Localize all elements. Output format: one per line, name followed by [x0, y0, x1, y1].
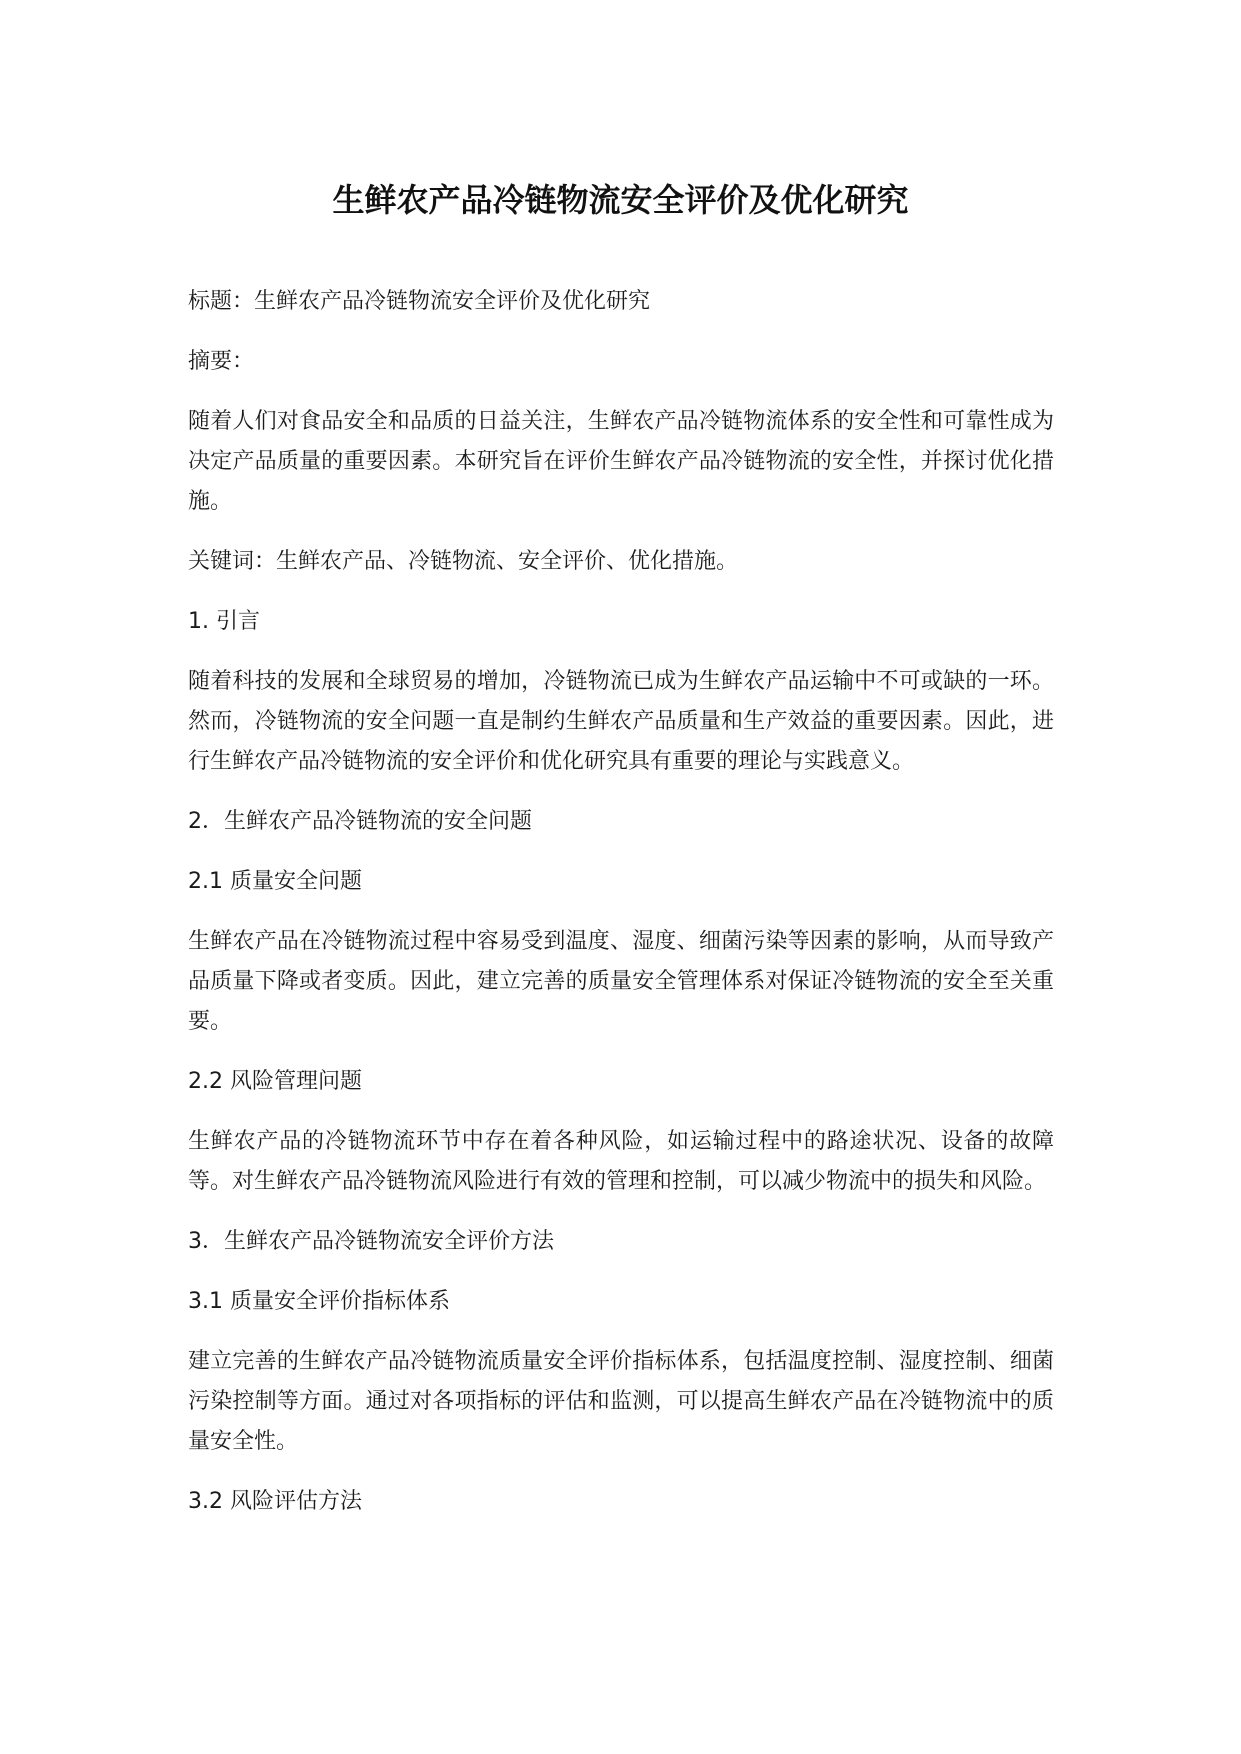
section-1-paragraph: 随着科技的发展和全球贸易的增加，冷链物流已成为生鲜农产品运输中不可或缺的一环。然而，冷链物流的安全问题一直是制约生鲜农产品质量和生产效益的重要因素。因此，进行生鲜农产品冷链物流的安全评价和优化研究具有重要的理论与实践意义。: [188, 669, 1054, 774]
subsection-heading-2-1: 2.1 质量安全问题: [188, 869, 362, 894]
subsection-3-1-paragraph: 建立完善的生鲜农产品冷链物流质量安全评价指标体系，包括温度控制、湿度控制、细菌污染控制等方面。通过对各项指标的评估和监测，可以提高生鲜农产品在冷链物流中的质量安全性。: [188, 1349, 1054, 1454]
document-title: 生鲜农产品冷链物流安全评价及优化研究: [332, 181, 909, 219]
subsection-heading-2-2: 2.2 风险管理问题: [188, 1069, 362, 1094]
title-line: 标题：生鲜农产品冷链物流安全评价及优化研究: [188, 289, 651, 314]
section-heading-2: 2．生鲜农产品冷链物流的安全问题: [188, 809, 532, 834]
keywords-line: 关键词：生鲜农产品、冷链物流、安全评价、优化措施。: [188, 549, 739, 574]
section-heading-1: 1. 引言: [188, 609, 260, 634]
subsection-2-2-paragraph: 生鲜农产品的冷链物流环节中存在着各种风险，如运输过程中的路途状况、设备的故障等。对生鲜农产品冷链物流风险进行有效的管理和控制，可以减少物流中的损失和风险。: [188, 1129, 1054, 1194]
abstract-text: 随着人们对食品安全和品质的日益关注，生鲜农产品冷链物流体系的安全性和可靠性成为决定产品质量的重要因素。本研究旨在评价生鲜农产品冷链物流的安全性，并探讨优化措施。: [188, 409, 1054, 514]
abstract-label: 摘要：: [188, 349, 255, 374]
subsection-heading-3-1: 3.1 质量安全评价指标体系: [188, 1289, 450, 1314]
section-heading-3: 3．生鲜农产品冷链物流安全评价方法: [188, 1229, 554, 1254]
document-body: [188, 282, 1054, 1542]
subsection-2-1-paragraph: 生鲜农产品在冷链物流过程中容易受到温度、湿度、细菌污染等因素的影响，从而导致产品质量下降或者变质。因此，建立完善的质量安全管理体系对保证冷链物流的安全至关重要。: [188, 929, 1054, 1034]
subsection-heading-3-2: 3.2 风险评估方法: [188, 1489, 362, 1514]
